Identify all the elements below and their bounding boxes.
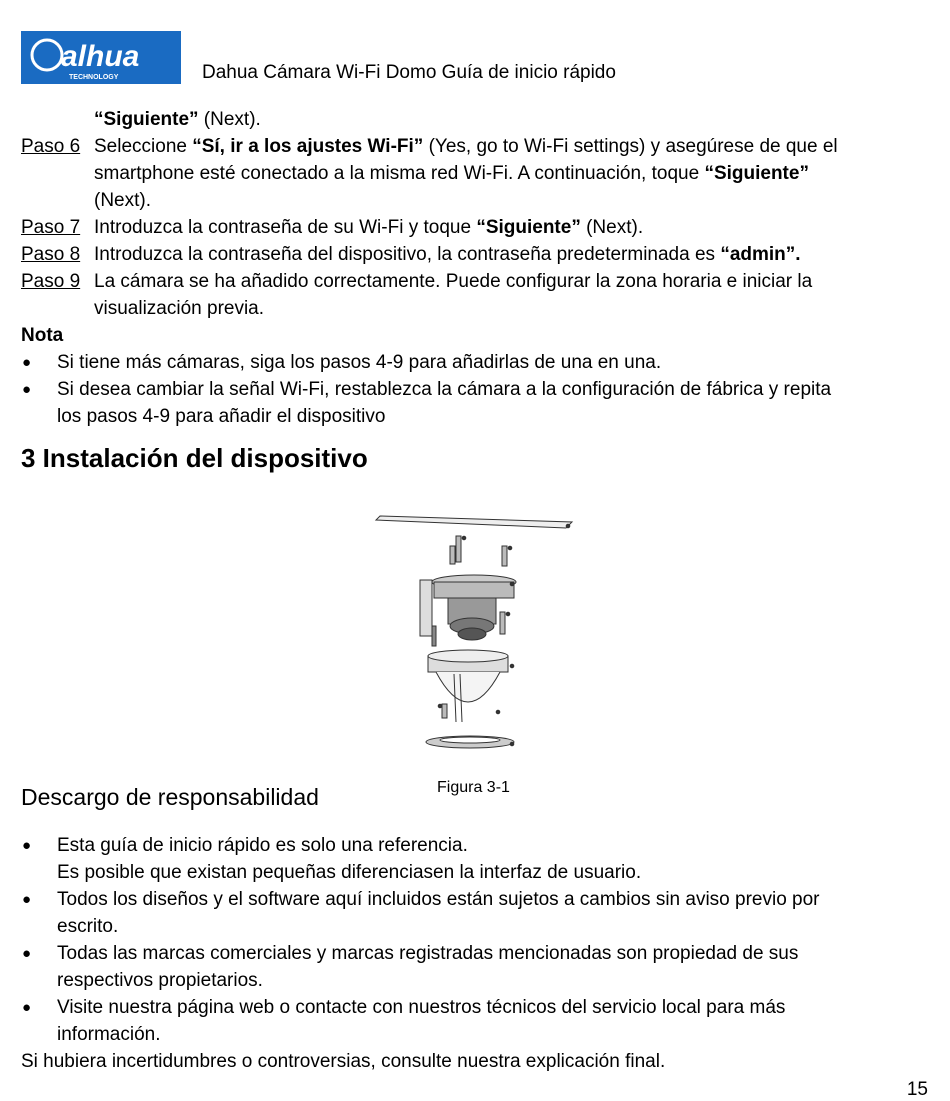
step-6-line-2 (94, 160, 809, 187)
disclaimer-title: Descargo de responsabilidad (21, 784, 319, 810)
dahua-logo-icon (21, 31, 181, 84)
step-7-text-c: (Next). (580, 217, 644, 238)
disclaimer-item-1-line-1: Esta guía de inicio rápido es solo una referencia. (57, 835, 468, 856)
step-6-label: Paso 6 (21, 136, 81, 157)
figure-caption: Figura 3-1 (437, 779, 510, 796)
page-number: 15 (906, 1079, 928, 1100)
step-6-line2-text: smartphone esté conectado a la misma red Wi-Fi. A continuación, toque (94, 163, 705, 184)
step-7-text-a: Introduzca la contraseña de su Wi-Fi y toque (94, 217, 477, 238)
note-title: Nota (21, 325, 64, 346)
step-8-bold: “admin”. (720, 244, 801, 265)
step-7-label: Paso 7 (21, 217, 81, 238)
section-title: 3 Instalación del dispositivo (21, 443, 368, 473)
bullet-icon: ● (22, 354, 32, 371)
disclaimer-item-3-line-2: respectivos propietarios. (57, 970, 263, 991)
disclaimer-closing: Si hubiera incertidumbres o controversias, consulte nuestra explicación final. (21, 1051, 666, 1072)
disclaimer-item-3-line-1: Todas las marcas comerciales y marcas registradas mencionadas son propiedad de sus (57, 943, 799, 964)
step-6-line-1 (94, 133, 838, 160)
note-item-1: Si tiene más cámaras, siga los pasos 4-9 para añadirlas de una en una. (57, 352, 662, 373)
continuation-rest: (Next). (198, 109, 261, 130)
disclaimer-item-4-line-2: información. (57, 1024, 161, 1045)
note-item-2-line-1: Si desea cambiar la señal Wi-Fi, restablezca la cámara a la configuración de fábrica y repita (57, 379, 832, 400)
note-item-2-line-2: los pasos 4-9 para añadir el dispositivo (57, 406, 386, 427)
step-7-bold: “Siguiente” (476, 217, 581, 238)
bullet-icon: ● (22, 837, 32, 854)
disclaimer-item-1-line-2: Es posible que existan pequeñas diferenciasen la interfaz de usuario. (57, 862, 642, 883)
step-8-label: Paso 8 (21, 244, 81, 265)
installation-figure (372, 508, 582, 760)
continuation-line (94, 106, 261, 133)
bullet-icon: ● (22, 945, 32, 962)
step-9-label: Paso 9 (21, 271, 81, 292)
step-6-bold: “Sí, ir a los ajustes Wi-Fi” (192, 136, 424, 157)
step-7-line-1 (94, 214, 643, 241)
dahua-logo (21, 31, 181, 84)
logo-text: alhua (61, 40, 140, 73)
disclaimer-item-2-line-1: Todos los diseños y el software aquí incluidos están sujetos a cambios sin aviso previo por (57, 889, 820, 910)
step-9-line-2: visualización previa. (94, 298, 265, 319)
bullet-icon: ● (22, 381, 32, 398)
step-9-line-1: La cámara se ha añadido correctamente. Puede configurar la zona horaria e iniciar la (94, 271, 813, 292)
continuation-bold: “Siguiente” (94, 109, 199, 130)
step-6-text-a: Seleccione (94, 136, 193, 157)
logo-subtext: TECHNOLOGY (69, 74, 119, 81)
document-title: Dahua Cámara Wi-Fi Domo Guía de inicio rápido (202, 62, 616, 83)
step-6-line-3: (Next). (94, 190, 151, 211)
step-8-line-1 (94, 241, 801, 268)
step-6-line2-bold: “Siguiente” (704, 163, 809, 184)
bullet-icon: ● (22, 999, 32, 1016)
bullet-icon: ● (22, 891, 32, 908)
step-6-text-c: (Yes, go to Wi-Fi settings) y asegúrese de que el (423, 136, 838, 157)
step-8-text-a: Introduzca la contraseña del dispositivo, la contraseña predeterminada es (94, 244, 721, 265)
disclaimer-item-4-line-1: Visite nuestra página web o contacte con nuestros técnicos del servicio local para más (57, 997, 786, 1018)
camera-exploded-view-icon (372, 508, 582, 760)
disclaimer-item-2-line-2: escrito. (57, 916, 119, 937)
